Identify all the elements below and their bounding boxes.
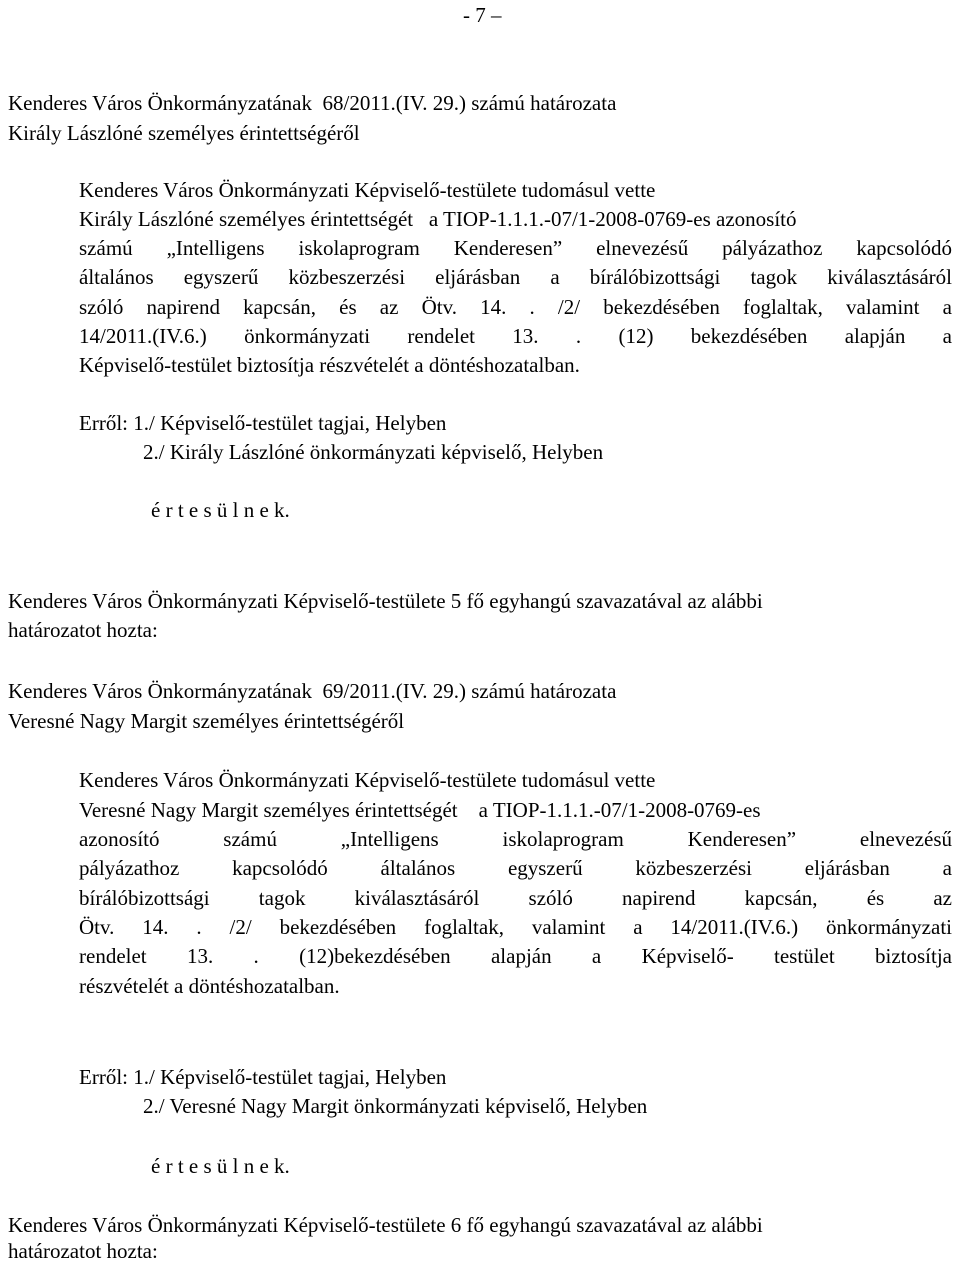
resolution-68-title: Kenderes Város Önkormányzatának 68/2011.(IV. 29.) számú határozata: [8, 91, 617, 115]
resolution-69-subject: Veresné Nagy Margit személyes érintettségéről: [8, 709, 405, 733]
resolution-69-body-line: pályázathoz kapcsolódó általános egyszerű közbeszerzési eljárásban a: [79, 856, 952, 880]
resolution-69-notify-word: é r t e s ü l n e k.: [151, 1154, 290, 1178]
resolution-68-notify-word: é r t e s ü l n e k.: [151, 498, 290, 522]
resolution-69-body-line: Veresné Nagy Margit személyes érintettségét a TIOP-1.1.1.-07/1-2008-0769-es: [79, 798, 761, 822]
resolution-69-notify-2: 2./ Veresné Nagy Margit önkormányzati képviselő, Helyben: [143, 1094, 648, 1118]
resolution-68-body-line: Kenderes Város Önkormányzati Képviselő-testülete tudomásul vette: [79, 178, 656, 202]
resolution-69-body-line: rendelet 13. . (12)bekezdésében alapján a Képviselő- testület biztosítja: [79, 944, 952, 968]
resolution-68-body-line: Képviselő-testület biztosítja részvételét a döntéshozatalban.: [79, 353, 580, 377]
resolution-68-notify-2: 2./ Király Lászlóné önkormányzati képviselő, Helyben: [143, 440, 604, 464]
resolution-69-body-line: részvételét a döntéshozatalban.: [79, 974, 340, 998]
resolution-69-notify-1: Erről: 1./ Képviselő-testület tagjai, Helyben: [79, 1065, 447, 1089]
resolution-68-body-line: 14/2011.(IV.6.) önkormányzati rendelet 13. . (12) bekezdésében alapján a: [79, 324, 952, 348]
resolution-69-title: Kenderes Város Önkormányzatának 69/2011.(IV. 29.) számú határozata: [8, 679, 617, 703]
resolution-68-body-line: Király Lászlóné személyes érintettségét a TIOP-1.1.1.-07/1-2008-0769-es azonosító: [79, 207, 797, 231]
resolution-68-subject: Király Lászlóné személyes érintettségéről: [8, 121, 360, 145]
resolution-68-notify-1: Erről: 1./ Képviselő-testület tagjai, Helyben: [79, 411, 447, 435]
vote-2-line-1: Kenderes Város Önkormányzati Képviselő-testülete 6 fő egyhangú szavazatával az alábbi: [8, 1213, 763, 1237]
page-number: - 7 –: [463, 3, 502, 27]
resolution-69-body-line: Kenderes Város Önkormányzati Képviselő-testülete tudomásul vette: [79, 768, 656, 792]
vote-1-line-1: Kenderes Város Önkormányzati Képviselő-testülete 5 fő egyhangú szavazatával az alábbi: [8, 589, 763, 613]
resolution-69-body-line: azonosító számú „Intelligens iskolaprogram Kenderesen” elnevezésű: [79, 827, 952, 851]
resolution-69-body-line: bírálóbizottsági tagok kiválasztásáról szóló napirend kapcsán, és az: [79, 886, 952, 910]
resolution-68-body-line: általános egyszerű közbeszerzési eljárásban a bírálóbizottsági tagok kiválasztásáról: [79, 265, 952, 289]
resolution-69-body-line: Ötv. 14. . /2/ bekezdésében foglaltak, valamint a 14/2011.(IV.6.) önkormányzati: [79, 915, 952, 939]
vote-1-line-2: határozatot hozta:: [8, 618, 158, 642]
resolution-68-body-line: szóló napirend kapcsán, és az Ötv. 14. . /2/ bekezdésében foglaltak, valamint a: [79, 295, 952, 319]
vote-2-line-2: határozatot hozta:: [8, 1239, 158, 1263]
resolution-68-body-line: számú „Intelligens iskolaprogram Kenderesen” elnevezésű pályázathoz kapcsolódó: [79, 236, 952, 260]
